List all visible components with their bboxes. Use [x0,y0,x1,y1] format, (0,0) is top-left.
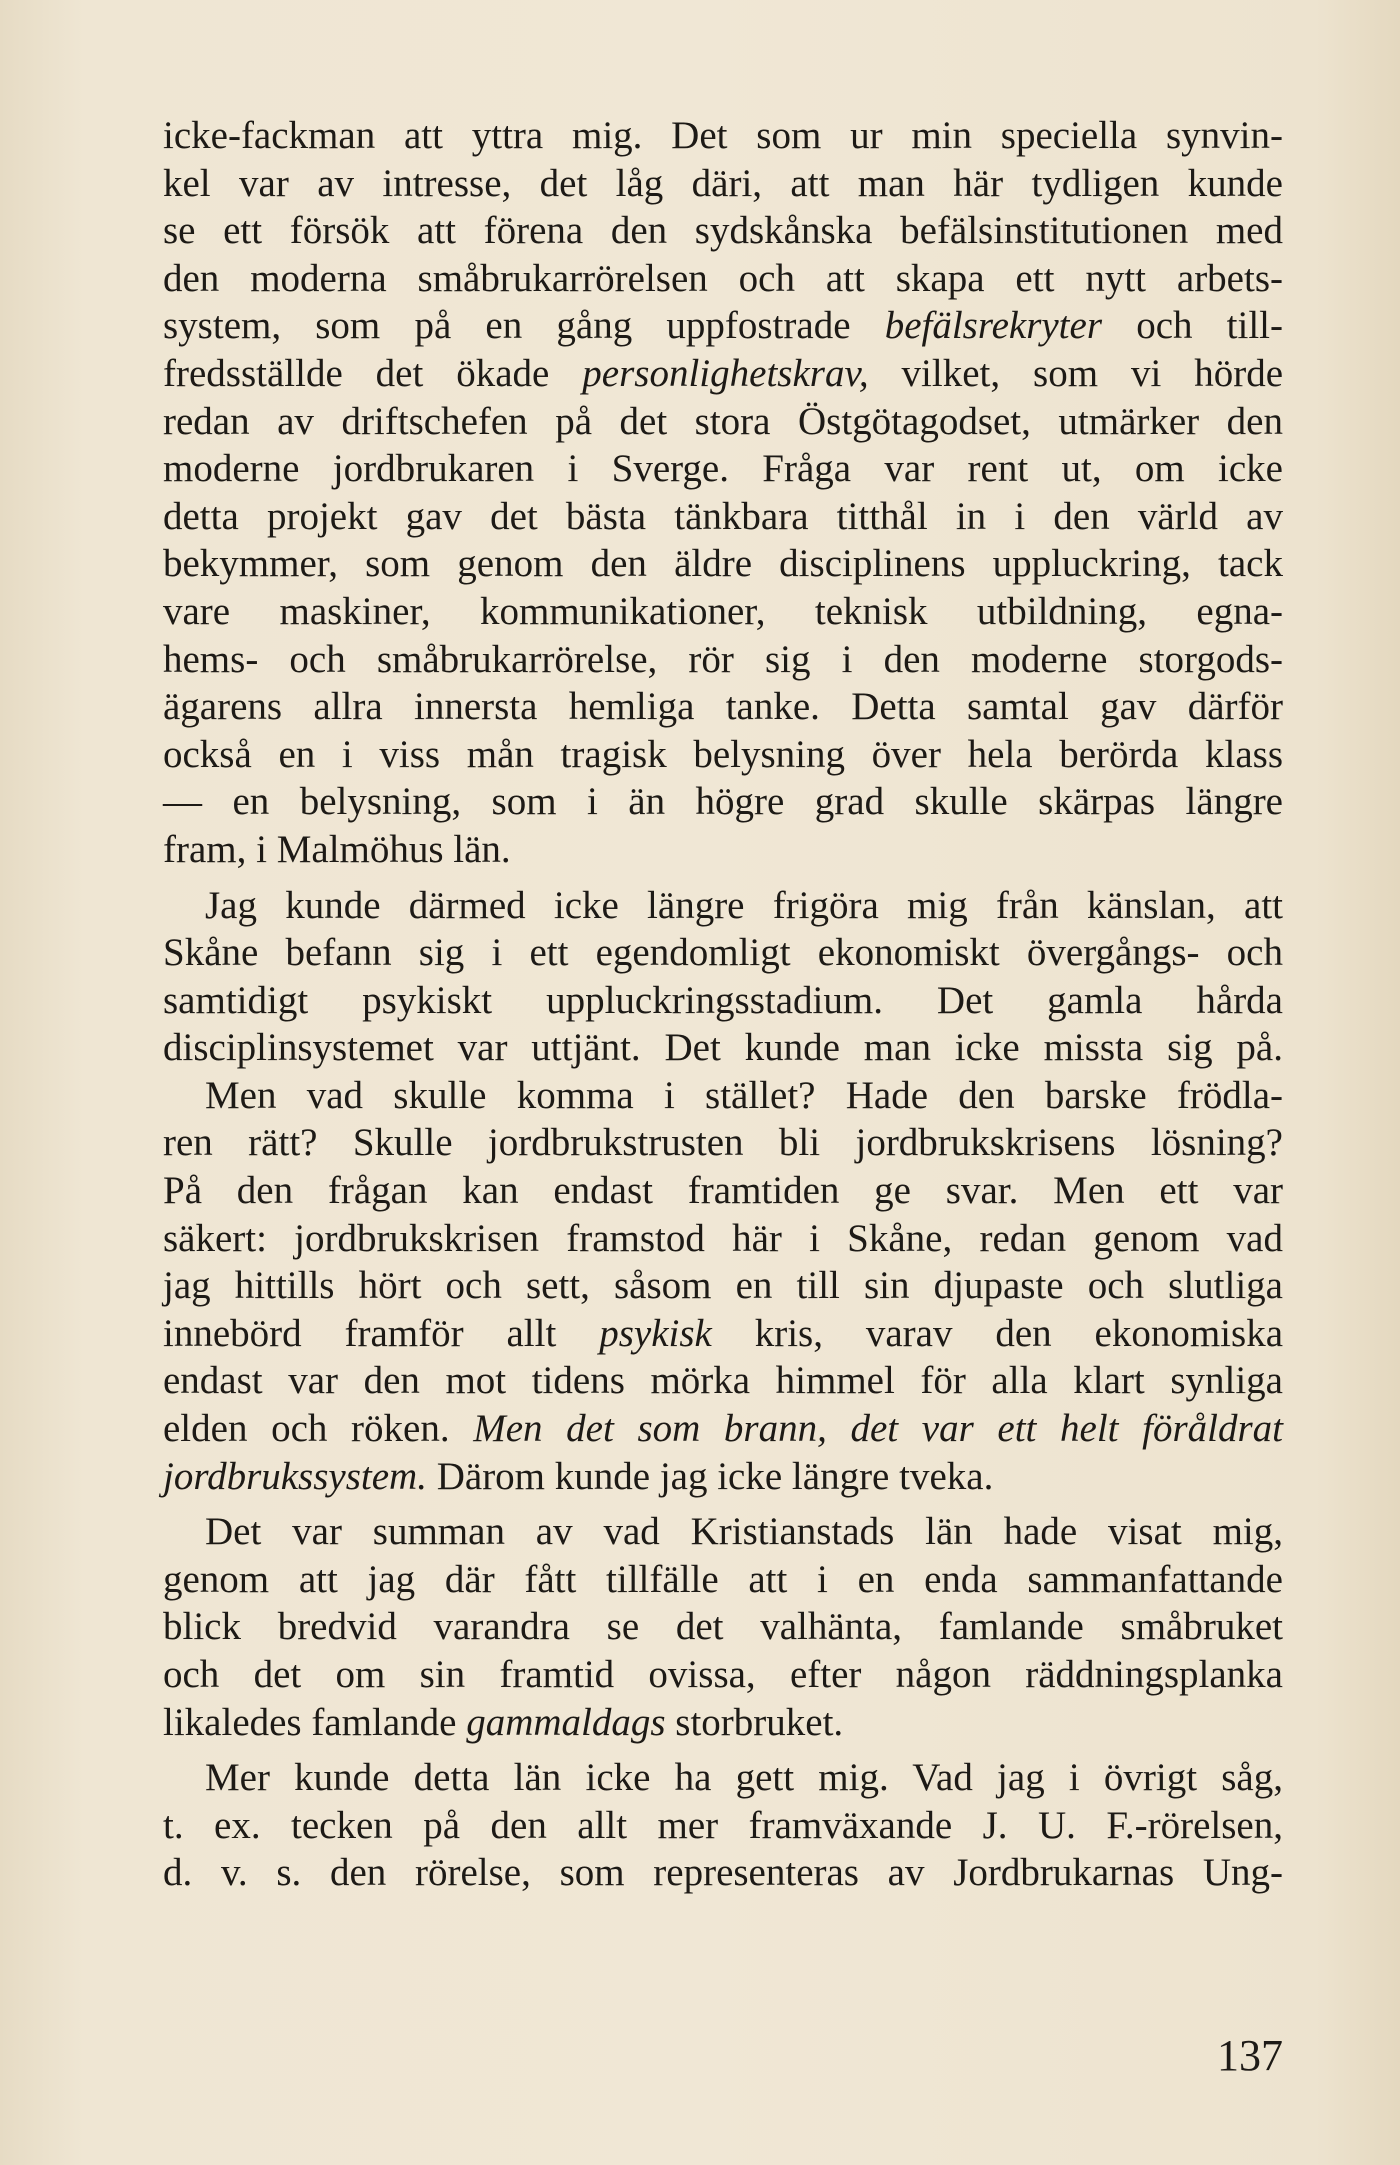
text-line: Jag kunde därmed icke längre frigöra mig från känslan, att [205,883,1283,927]
text-line: Mer kunde detta län icke ha gett mig. Vad jag i övrigt såg, [205,1756,1283,1800]
text-line: system, som på en gång uppfostrade befälsrekryter och till- [163,304,1284,348]
text-line: jordbrukssystem. Därom kunde jag icke längre tveka. [163,1454,994,1498]
text-line: fredsställde det ökade personlighetskrav, vilket, som vi hörde [163,351,1283,395]
text-line: disciplinsystemet var uttjänt. Det kunde man icke missta sig på. [163,1026,1283,1070]
text-line: icke-fackman att yttra mig. Det som ur min speciella synvin- [163,114,1283,157]
text-line: d. v. s. den rörelse, som representeras av Jordbrukarnas Ung- [163,1851,1283,1895]
text-line: bekymmer, som genom den äldre disciplinens uppluckring, tack [163,542,1283,586]
text-line: den moderna småbrukarrörelsen och att skapa ett nytt arbets- [163,256,1283,300]
text-line: hems- och småbrukarrörelse, rör sig i den moderne storgods- [163,637,1283,681]
page-number: 137 [1217,2031,1283,2080]
text-line: och det om sin framtid ovissa, efter någon räddningsplanka [163,1653,1283,1696]
text-line: samtidigt psykiskt uppluckringsstadium. Det gamla hårda [163,978,1283,1022]
text-line: — en belysning, som i än högre grad skulle skärpas längre [163,780,1283,824]
text-line: jag hittills hört och sett, såsom en till sin djupaste och slutliga [163,1264,1283,1308]
text-line: fram, i Malmöhus län. [163,827,511,871]
text-line: redan av driftschefen på det stora Östgötagodset, utmärker den [163,399,1283,443]
text-line: elden och röken. Men det som brann, det var ett helt föråldrat [163,1407,1283,1451]
text-line: ägarens allra innersta hemliga tanke. Detta samtal gav därför [163,685,1283,729]
body-text [163,112,1283,1897]
text-line: t. ex. tecken på den allt mer framväxande J. U. F.-rörelsen, [163,1803,1283,1847]
text-line: endast var den mot tidens mörka himmel för alla klart synliga [163,1359,1283,1403]
text-line: genom att jag där fått tillfälle att i en enda sammanfattande [163,1557,1283,1601]
text-line: blick bredvid varandra se det valhänta, famlande småbruket [163,1605,1283,1649]
text-line: säkert: jordbrukskrisen framstod här i Skåne, redan genom vad [163,1216,1283,1260]
text-line: likaledes famlande gammaldags storbruket. [163,1700,844,1744]
text-line: Det var summan av vad Kristianstads län hade visat mig, [205,1510,1283,1554]
text-line: vare maskiner, kommunikationer, teknisk utbildning, egna- [163,589,1283,633]
text-line: Skåne befann sig i ett egendomligt ekonomiskt övergångs- och [163,931,1283,975]
text-line: också en i viss mån tragisk belysning över hela berörda klass [163,732,1283,776]
text-line: detta projekt gav det bästa tänkbara titthål in i den värld av [163,494,1283,538]
text-line: kel var av intresse, det låg däri, att man här tydligen kunde [163,161,1283,205]
text-line: På den frågan kan endast framtiden ge svar. Men ett var [163,1169,1283,1213]
text-line: Men vad skulle komma i stället? Hade den barske frödla- [205,1073,1283,1117]
text-line: innebörd framför allt psykisk kris, varav den ekonomiska [163,1311,1283,1355]
text-line: se ett försök att förena den sydskånska befälsinstitutionen med [163,209,1283,253]
text-line: moderne jordbrukaren i Sverge. Fråga var rent ut, om icke [163,447,1283,491]
text-line: ren rätt? Skulle jordbrukstrusten bli jordbrukskrisens lösning? [163,1121,1283,1165]
